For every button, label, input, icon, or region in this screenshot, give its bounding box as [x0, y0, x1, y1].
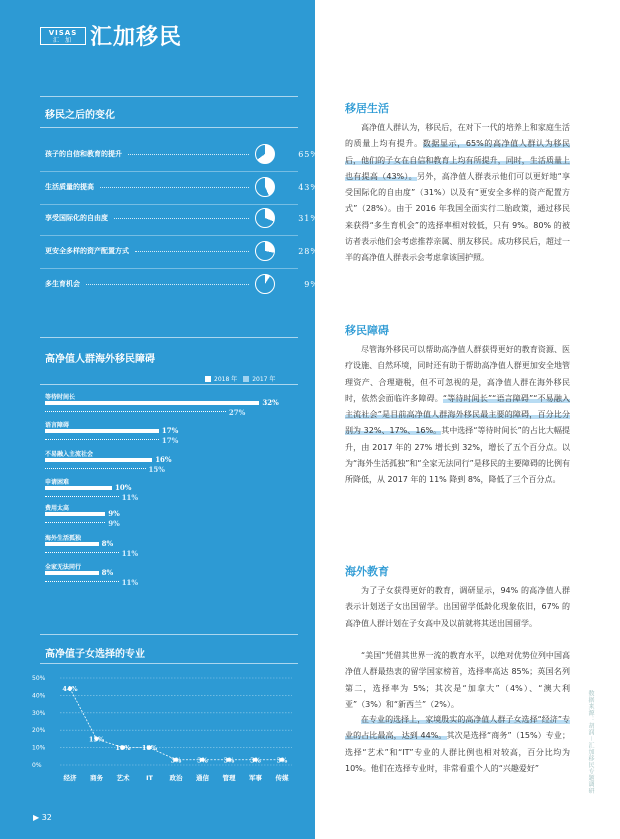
bar-2018-value: 17% — [161, 426, 179, 435]
majors-title: 高净值子女选择的专业 — [45, 649, 145, 660]
highlighted-text: 数据显示，65%的高净值人群认为移民后，他们的子女在自信和教育上均有所提升，同时，生活质量上也有提高（43%）。 — [345, 139, 571, 181]
section-heading: 移民障碍 — [345, 324, 389, 337]
paragraph — [345, 712, 570, 777]
bar-2018 — [45, 486, 112, 490]
change-item-label: 孩子的自信和教育的提升 — [45, 150, 122, 158]
page-number: ▶ 32 — [33, 813, 52, 822]
change-pie-icon — [255, 208, 275, 228]
data-label: 3% — [223, 756, 235, 765]
bar-2017 — [45, 522, 105, 523]
data-label: 3% — [197, 756, 208, 765]
y-tick-label: 10% — [32, 744, 46, 752]
paragraph-text: 另外，高净值人群表示他们可以更好地“享受国际化的自由度”（31%）以及有“更安全多样的资产配置方式”（28%）。由于 2016 年我国全面实行二胎政策，通过移民来获得“多生育机会”的选择率相对较低，只有 9%。80% 的被访者表示他们会考虑推荐亲属、朋友移民。成功移民后，超过一半的高净值人群表示会考虑拿该国护照。 — [345, 171, 571, 263]
x-tick-label: 传媒 — [275, 774, 289, 782]
data-label: 3% — [276, 756, 288, 765]
leader-dots — [128, 154, 249, 155]
x-tick-label: 艺术 — [116, 774, 130, 782]
bar-2017 — [45, 581, 119, 582]
obstacle-label: 等待时间长 — [45, 394, 76, 401]
paragraph-text: 为了子女获得更好的教育，调研显示，94% 的高净值人群表示计划送子女出国留学。出国留学低龄化现象依旧，67% 的高净值人群计划在子女高中及以前就将其送出国留学。 — [345, 586, 570, 628]
leader-dots — [135, 251, 249, 252]
leader-dots — [114, 218, 249, 219]
obstacle-label: 不易融入主流社会 — [45, 451, 94, 458]
bar-2017-value: 11% — [121, 549, 139, 558]
x-tick-label: 军事 — [249, 774, 262, 782]
bar-2017-value: 15% — [148, 465, 165, 474]
data-label: 10% — [141, 744, 158, 753]
paragraph — [345, 120, 570, 267]
logo-name: 汇加移民 — [90, 24, 183, 50]
bar-2018 — [45, 401, 259, 405]
logo-badge-top: VISAS — [48, 28, 78, 37]
change-item — [45, 273, 319, 295]
obstacles-legend — [205, 374, 275, 383]
y-tick-label: 30% — [32, 709, 46, 717]
bar-2017-value: 27% — [228, 408, 246, 417]
change-item-value: 28% — [298, 246, 319, 256]
x-tick-label: 政治 — [169, 774, 183, 782]
bar-2017 — [45, 552, 119, 553]
bar-2017-value: 17% — [161, 436, 179, 445]
change-pie-icon — [255, 241, 275, 261]
leader-dots — [100, 187, 249, 188]
change-pie-icon — [255, 144, 275, 164]
change-item — [45, 143, 319, 165]
paragraph — [345, 648, 570, 713]
obstacles-title: 高净值人群海外移民障碍 — [45, 354, 155, 365]
change-item-value: 65% — [298, 149, 319, 159]
changes-title: 移民之后的变化 — [45, 110, 115, 121]
section-title-rule — [40, 384, 298, 385]
data-label: 10% — [115, 744, 131, 753]
bar-2018 — [45, 542, 99, 546]
bar-2017 — [45, 439, 159, 440]
bar-2018-value: 32% — [262, 398, 279, 407]
y-tick-label: 0% — [32, 762, 42, 769]
bar-2018-value: 8% — [101, 539, 114, 548]
x-tick-label: 商务 — [90, 774, 103, 782]
logo — [40, 20, 182, 51]
data-label: 3% — [170, 756, 182, 765]
section-top-rule — [40, 634, 298, 635]
y-tick-label: 50% — [32, 675, 46, 682]
legend-2018-swatch — [205, 376, 211, 382]
bar-2017-value: 11% — [121, 578, 139, 587]
legend-2017-label: 2017 年 — [252, 376, 276, 383]
change-item-label: 多生育机会 — [45, 280, 80, 288]
change-separator — [40, 235, 298, 236]
bar-2017 — [45, 411, 226, 412]
obstacle-label: 申请困难 — [45, 479, 70, 486]
bar-2018 — [45, 571, 99, 575]
x-tick-label: IT — [146, 774, 153, 782]
section-heading: 海外教育 — [345, 565, 389, 578]
bar-2017 — [45, 468, 146, 469]
x-tick-label: 管理 — [222, 774, 236, 782]
bar-2018-value: 9% — [108, 509, 120, 518]
data-label: 15% — [88, 735, 105, 744]
section-top-rule — [40, 96, 298, 97]
obstacle-label: 海外生活孤独 — [45, 535, 82, 542]
y-tick-label: 40% — [32, 692, 46, 700]
data-label: 3% — [250, 756, 261, 765]
change-item-label: 生活质量的提高 — [45, 183, 94, 191]
bar-2017-value: 11% — [121, 493, 139, 502]
bar-2018-value: 8% — [101, 568, 114, 577]
paragraph — [345, 342, 570, 489]
series-line — [70, 688, 282, 759]
change-item-label: 享受国际化的自由度 — [45, 214, 108, 222]
change-separator — [40, 171, 298, 172]
paragraph-text: “美国”凭借其世界一流的教育水平，以绝对优势位列中国高净值人群最热衷的留学国家榜首，选择率高达 85%；英国名列第二，选择率为 5%；其次是“加拿大”（4%）、“澳大利亚”（3%）和“新西兰”（2%）。 — [345, 651, 570, 709]
legend-2017-swatch — [243, 376, 249, 382]
highlighted-text: 在专业的选择上，家境殷实的高净值人群子女选择“经济”专业的占比最高，达到 44%。 — [345, 715, 570, 741]
change-separator — [40, 204, 298, 205]
paragraph-text: 其次是选择“商务”（15%）专业；选择“艺术”和“IT”专业的人群比例也相对较高，百分比均为 10%。他们在选择专业时，非常看重个人的“兴趣爱好” — [345, 731, 570, 773]
change-item — [45, 176, 319, 198]
legend-2018-label: 2018 年 — [214, 376, 238, 383]
obstacle-label: 费用太高 — [45, 505, 70, 512]
bar-2018 — [45, 458, 152, 462]
change-item-label: 更安全多样的资产配置方式 — [45, 247, 129, 255]
section-heading: 移居生活 — [345, 102, 389, 115]
bar-2018-value: 16% — [155, 455, 172, 464]
highlighted-text: “等待时间长”“语言障碍”“不易融入主流社会”是目前高净值人群海外移民最主要的障碍，百分比分别为 32%、17%、16%。 — [345, 393, 570, 436]
y-tick-label: 20% — [32, 727, 46, 735]
bar-2018 — [45, 429, 159, 433]
data-label: 44% — [62, 684, 78, 693]
bar-2017 — [45, 496, 119, 497]
change-separator — [40, 268, 298, 269]
change-pie-icon — [255, 274, 275, 294]
change-item — [45, 207, 319, 229]
change-item-value: 31% — [298, 213, 319, 223]
change-item-value: 9% — [304, 279, 319, 289]
bar-2017-value: 9% — [108, 519, 120, 528]
paragraph-text: 尽管海外移民可以帮助高净值人群获得更好的教育资源、医疗设施、自然环境，同时还有助于帮助高净值人群更加安全地管理资产、合理避税，但不可忽视的是，高净值人群在海外移民时，依然会面临许多障碍。 — [345, 345, 570, 403]
x-tick-label: 经济 — [63, 774, 77, 782]
paragraph-text: 高净值人群认为，移民后，在对下一代的培养上和家庭生活的质量上均有提升。 — [345, 123, 570, 149]
section-title-rule — [40, 663, 298, 664]
bar-2018-value: 10% — [115, 483, 132, 492]
section-title-rule — [40, 127, 298, 128]
logo-badge — [40, 27, 86, 45]
paragraph-text: 其中选择“等待时间长”的占比大幅提升，由 2017 年的 27% 增长到 32%，增长了五个百分点。以为“海外生活孤独”和“全家无法同行”是移民的主要障碍的比例有所降低，从 2017 年的 11% 降到 8%，降低了三个百分点。 — [345, 426, 570, 485]
section-top-rule — [40, 337, 298, 338]
x-tick-label: 通信 — [196, 774, 209, 782]
logo-badge-bottom: 汇 加 — [53, 36, 73, 44]
majors-line-chart — [30, 670, 300, 790]
paragraph — [345, 583, 570, 632]
obstacle-label: 语言障碍 — [45, 422, 70, 429]
change-item — [45, 240, 319, 262]
leader-dots — [86, 284, 249, 285]
bar-2018 — [45, 512, 105, 516]
page-number-value: 32 — [41, 813, 52, 822]
change-pie-icon — [255, 177, 275, 197]
source-note: 数据来源：胡润－汇加移民专题调研 — [587, 690, 594, 795]
obstacle-label: 全家无法同行 — [45, 564, 82, 571]
change-item-value: 43% — [298, 182, 319, 192]
